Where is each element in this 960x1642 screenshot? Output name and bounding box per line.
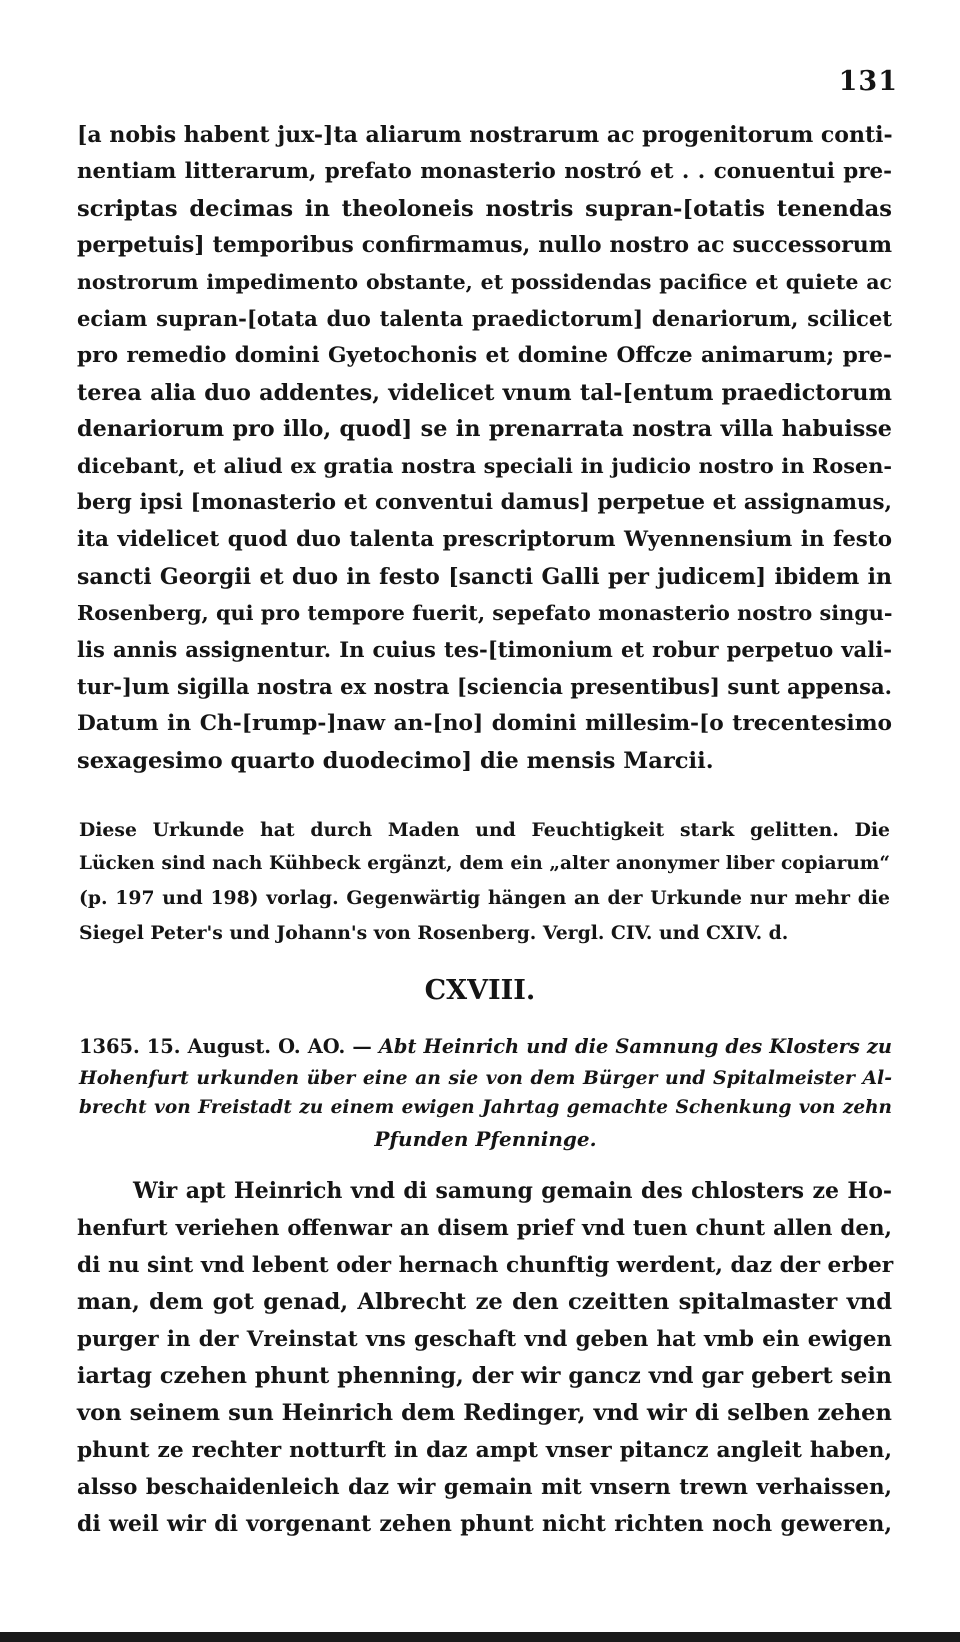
text-line: scriptas decimas in theoloneis nostris supran-[otatis tenendas [77,195,892,222]
note-line: Siegel Peter's und Johann's von Rosenberg. Vergl. CIV. und CXIV. d. [79,921,789,944]
regest-line [79,1032,892,1063]
text-line: alsso beschaidenleich daz wir gemain mit vnsern trewn verhaissen, [77,1475,892,1500]
text-line: man, dem got genad, Albrecht ze den czeitten spitalmaster vnd [77,1289,892,1315]
text-line: di nu sint vnd lebent oder hernach chunftig werdent, daz der erber [77,1253,894,1278]
text-line: ita videlicet quod duo talenta prescriptorum Wyennensium in festo [77,526,892,552]
page-number: 131 [838,66,898,97]
regest-line: brecht von Freistadt zu einem ewigen Jahrtag gemachte Schenkung von zehn [79,1097,892,1118]
text-line: pro remedio domini Gyetochonis et domine Offcze animarum; pre- [77,342,892,368]
text-line: iartag czehen phunt phenning, der wir gancz vnd gar gebert sein [77,1363,892,1389]
text-line: dicebant, et aliud ex gratia nostra speciali in judicio nostro in Rosen- [77,453,892,479]
text-line: Rosenberg, qui pro tempore fuerit, sepefato monasterio nostro singu- [77,600,893,626]
text-line: purger in der Vreinstat vns geschaft vnd geben hat vmb ein ewigen [77,1327,892,1352]
text-line: terea alia duo addentes, videlicet vnum tal-[entum praedictorum [77,379,892,406]
regest-dash: — [352,1035,372,1058]
text-line: nostrorum impedimento obstante, et possidendas pacifice et quiete ac [77,270,892,295]
note-line: Diese Urkunde hat durch Maden und Feuchtigkeit stark gelitten. Die [79,819,890,841]
text-line: denariorum pro illo, quod] se in prenarrata nostra villa habuisse [77,416,892,443]
page-bottom-edge [0,1632,960,1642]
regest-line: Pfunden Pfenninge. [374,1126,597,1151]
document-number: CXVIII. [424,975,536,1006]
text-line: sexagesimo quarto duodecimo] die mensis Marcii. [77,747,714,774]
text-line: perpetuis] temporibus confirmamus, nullo nostro ac successorum [77,232,892,259]
text-line: henfurt veriehen offenwar an disem prief vnd tuen chunt allen den, [77,1216,892,1241]
text-line: berg ipsi [monasterio et conventui damus] perpetue et assignamus, [77,489,892,515]
note-line: (p. 197 und 198) vorlag. Gegenwärtig hängen an der Urkunde nur mehr die [79,887,890,910]
regest-date: 1365. 15. August. O. AO. [79,1035,346,1058]
text-line: von seinem sun Heinrich dem Redinger, vnd wir di selben zehen [77,1400,892,1426]
text-line: tur-]um sigilla nostra ex nostra [sciencia presentibus] sunt appensa. [77,673,892,699]
text-line: nentiam litterarum, prefato monasterio nostró et . . conuentui pre- [77,158,892,184]
text-line: eciam supran-[otata duo talenta praedictorum] denariorum, scilicet [77,305,892,331]
text-line: Datum in Ch-[rump-]naw an-[no] domini millesim-[o trecentesimo [77,710,892,736]
regest [79,1032,892,1154]
regest-text: Abt Heinrich und die Samnung des Klosters zu [378,1035,892,1058]
document-text [77,1173,892,1543]
text-line: sancti Georgii et duo in festo [sancti Galli per judicem] ibidem in [77,563,892,590]
text-line: Wir apt Heinrich vnd di samung gemain des chlosters ze Ho- [133,1178,892,1204]
text-line: phunt ze rechter notturft in daz ampt vnser pitancz angleit haben, [77,1438,892,1463]
text-line: lis annis assignentur. In cuius tes-[timonium et robur perpetuo vali- [77,637,892,663]
text-line: [a nobis habent jux-]ta aliarum nostrarum ac progenitorum conti- [77,122,893,148]
text-line: di weil wir di vorgenant zehen phunt nicht richten noch geweren, [77,1511,892,1537]
note-line: Lücken sind nach Kühbeck ergänzt, dem ein „alter anonymer liber copiarum“ [79,853,890,875]
regest-line: Hohenfurt urkunden über eine an sie von dem Bürger und Spitalmeister Al- [79,1066,892,1089]
charter-text [77,117,892,779]
editorial-note [79,813,890,950]
